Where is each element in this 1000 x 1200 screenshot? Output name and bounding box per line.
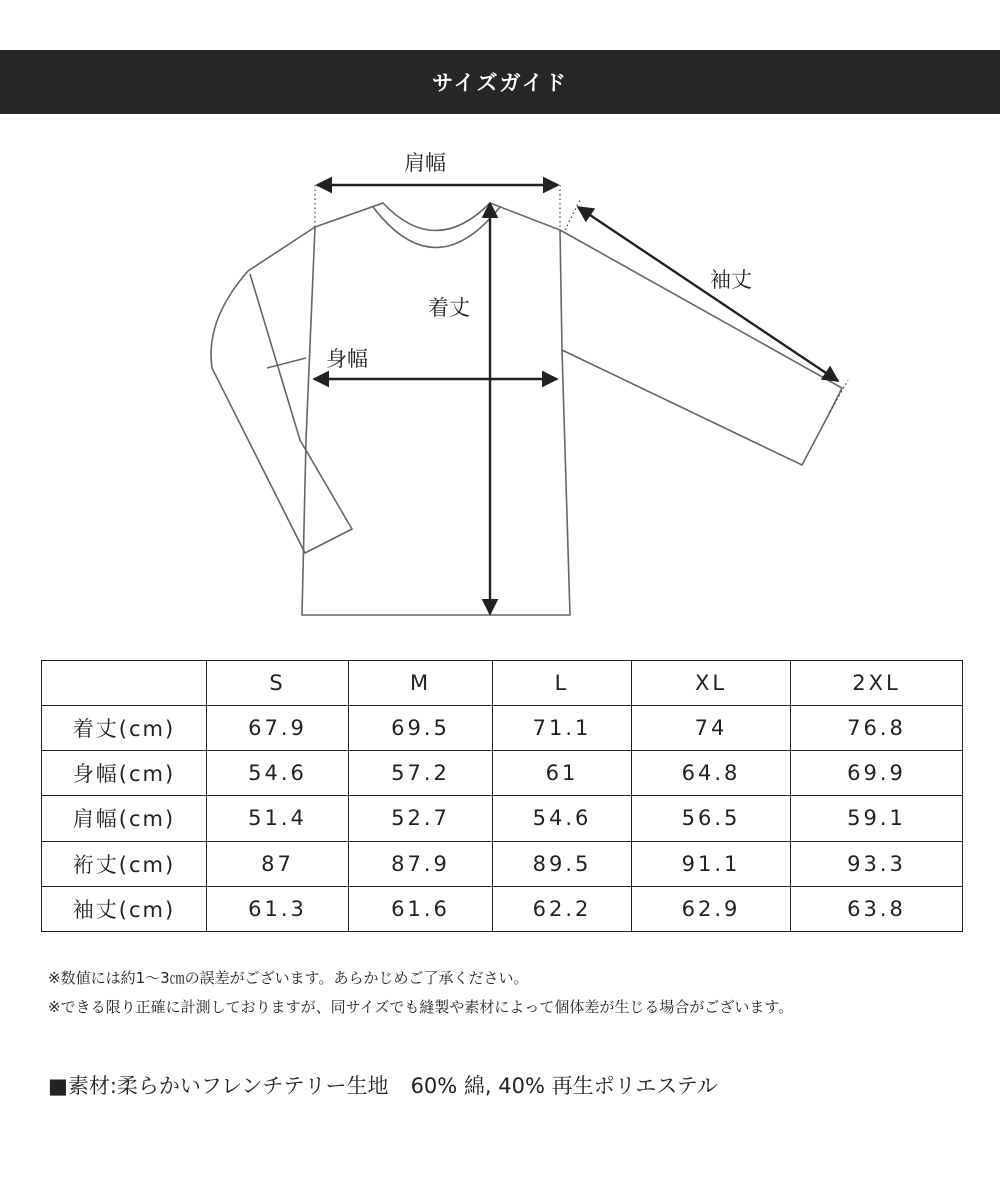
row-label: 肩幅(cm) xyxy=(42,796,207,841)
column-header: M xyxy=(349,661,493,706)
body-width-label: 身幅 xyxy=(326,347,368,371)
table-cell: 76.8 xyxy=(791,706,963,751)
note-tolerance: ※数値には約1〜3㎝の誤差がございます。あらかじめご了承ください。 xyxy=(48,969,529,987)
table-cell: 61.3 xyxy=(207,886,349,931)
table-cell: 93.3 xyxy=(791,841,963,886)
table-cell: 69.5 xyxy=(349,706,493,751)
table-cell: 87 xyxy=(207,841,349,886)
row-label: 袖丈(cm) xyxy=(42,886,207,931)
table-cell: 59.1 xyxy=(791,796,963,841)
table-cell: 54.6 xyxy=(207,751,349,796)
table-cell: 54.6 xyxy=(493,796,632,841)
garment-diagram xyxy=(0,130,1000,630)
page-header xyxy=(0,50,1000,114)
material-label: ■素材:柔らかいフレンチテリー生地 xyxy=(48,1074,389,1098)
row-label: 着丈(cm) xyxy=(42,706,207,751)
table-cell: 87.9 xyxy=(349,841,493,886)
note-variation: ※できる限り正確に計測しておりますが、同サイズでも縫製や素材によって個体差が生じる場合がございます。 xyxy=(48,998,794,1016)
sleeve-label: 袖丈 xyxy=(710,268,752,292)
table-cell: 91.1 xyxy=(632,841,791,886)
shirt-sketch xyxy=(0,130,1000,630)
sleeve-arrow xyxy=(578,207,838,381)
length-label: 着丈 xyxy=(428,296,470,320)
table-row xyxy=(42,841,963,886)
column-header: L xyxy=(493,661,632,706)
shoulder-label: 肩幅 xyxy=(404,151,446,175)
table-cell: 62.9 xyxy=(632,886,791,931)
material-info xyxy=(48,1070,718,1100)
table-cell: 64.8 xyxy=(632,751,791,796)
row-label: 裄丈(cm) xyxy=(42,841,207,886)
table-cell: 56.5 xyxy=(632,796,791,841)
table-cell: 51.4 xyxy=(207,796,349,841)
notes xyxy=(48,964,978,1022)
page-title: サイズガイド xyxy=(432,71,568,95)
table-row xyxy=(42,796,963,841)
table-row xyxy=(42,886,963,931)
table-cell: 63.8 xyxy=(791,886,963,931)
row-label: 身幅(cm) xyxy=(42,751,207,796)
table-cell: 61.6 xyxy=(349,886,493,931)
table-cell: 74 xyxy=(632,706,791,751)
column-header: 2XL xyxy=(791,661,963,706)
column-header: S xyxy=(207,661,349,706)
table-cell: 52.7 xyxy=(349,796,493,841)
table-header-row xyxy=(42,661,963,706)
table-cell: 67.9 xyxy=(207,706,349,751)
table-cell: 69.9 xyxy=(791,751,963,796)
table-row xyxy=(42,706,963,751)
table-cell: 61 xyxy=(493,751,632,796)
material-composition: 60% 綿, 40% 再生ポリエステル xyxy=(410,1074,718,1098)
table-corner-cell xyxy=(42,661,207,706)
table-row xyxy=(42,751,963,796)
table-cell: 57.2 xyxy=(349,751,493,796)
table-cell: 71.1 xyxy=(493,706,632,751)
column-header: XL xyxy=(632,661,791,706)
table-cell: 89.5 xyxy=(493,841,632,886)
shirt-outline xyxy=(211,203,842,615)
size-table xyxy=(41,660,963,932)
table-cell: 62.2 xyxy=(493,886,632,931)
